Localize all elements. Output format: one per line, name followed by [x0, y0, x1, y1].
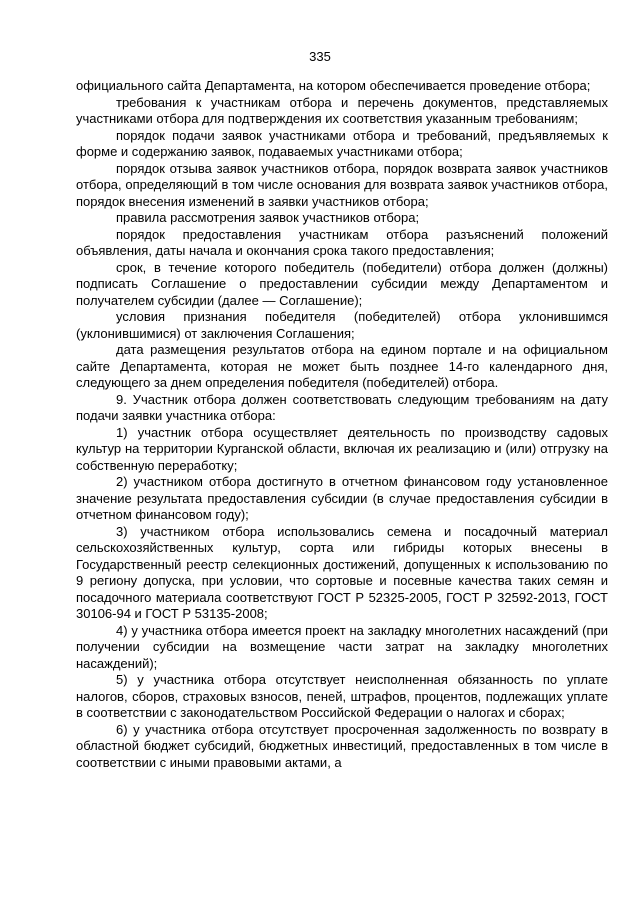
paragraph: 1) участник отбора осуществляет деятельность по производству садовых культур на территории Курганской области, включая их реализацию и (или) отгрузку на собственную переработку;: [76, 424, 608, 473]
paragraph: 6) у участника отбора отсутствует просроченная задолженность по возврату в областной бюджет субсидий, бюджетных инвестиций, предоставленных в том числе в соответствии с иными правовыми актами, а: [76, 721, 608, 770]
paragraph: 3) участником отбора использовались семена и посадочный материал сельскохозяйственных культур, сорта или гибриды которых внесены в Государственный реестр селекционных достижений, допущенных к использованию по 9 региону допуска, при условии, что сортовые и посевные качества таких семян и посадочного материала соответствуют ГОСТ Р 52325-2005, ГОСТ Р 32592-2013, ГОСТ 30106-94 и ГОСТ Р 53135-2008;: [76, 523, 608, 621]
paragraph: условия признания победителя (победителей) отбора уклонившимся (уклонившимися) от заключения Соглашения;: [76, 309, 608, 341]
paragraph: 9. Участник отбора должен соответствовать следующим требованиям на дату подачи заявки участника отбора:: [76, 391, 608, 423]
paragraph: порядок предоставления участникам отбора разъяснений положений объявления, даты начала и окончания срока такого предоставления;: [76, 226, 608, 258]
paragraph: 5) у участника отбора отсутствует неисполненная обязанность по уплате налогов, сборов, страховых взносов, пеней, штрафов, процентов, подлежащих уплате в соответствии с законодательством Российской Федерации о налогах и сборах;: [76, 672, 608, 720]
paragraph: 2) участником отбора достигнуто в отчетном финансовом году установленное значение результата предоставления субсидии (в случае предоставления субсидии в отчетном финансовом году);: [76, 474, 608, 522]
paragraph: требования к участникам отбора и перечень документов, представляемых участниками отбора для подтверждения их соответствия указанным требованиям;: [76, 94, 608, 126]
paragraph: порядок отзыва заявок участников отбора, порядок возврата заявок участников отбора, определяющий в том числе основания для возврата заявок участников отбора, порядок внесения изменений в заявки участников отбора;: [76, 160, 608, 209]
paragraph: порядок подачи заявок участниками отбора и требований, предъявляемых к форме и содержанию заявок, подаваемых участниками отбора;: [76, 127, 608, 159]
document-body: [76, 78, 608, 771]
paragraph: официального сайта Департамента, на котором обеспечивается проведение отбора;: [76, 78, 591, 93]
paragraph: дата размещения результатов отбора на едином портале и на официальном сайте Департамента, которая не может быть позднее 14-го календарного дня, следующего за днем определения победителя (победителей) отбора.: [76, 342, 608, 390]
paragraph: срок, в течение которого победитель (победители) отбора должен (должны) подписать Соглашение о предоставлении субсидии между Департаментом и получателем субсидии (далее — Соглашение);: [76, 259, 608, 308]
page-number: 335: [309, 49, 331, 64]
paragraph: правила рассмотрения заявок участников отбора;: [116, 210, 420, 225]
paragraph: 4) у участника отбора имеется проект на закладку многолетних насаждений (при получении субсидии на возмещение части затрат на закладку многолетних насаждений);: [76, 622, 608, 671]
